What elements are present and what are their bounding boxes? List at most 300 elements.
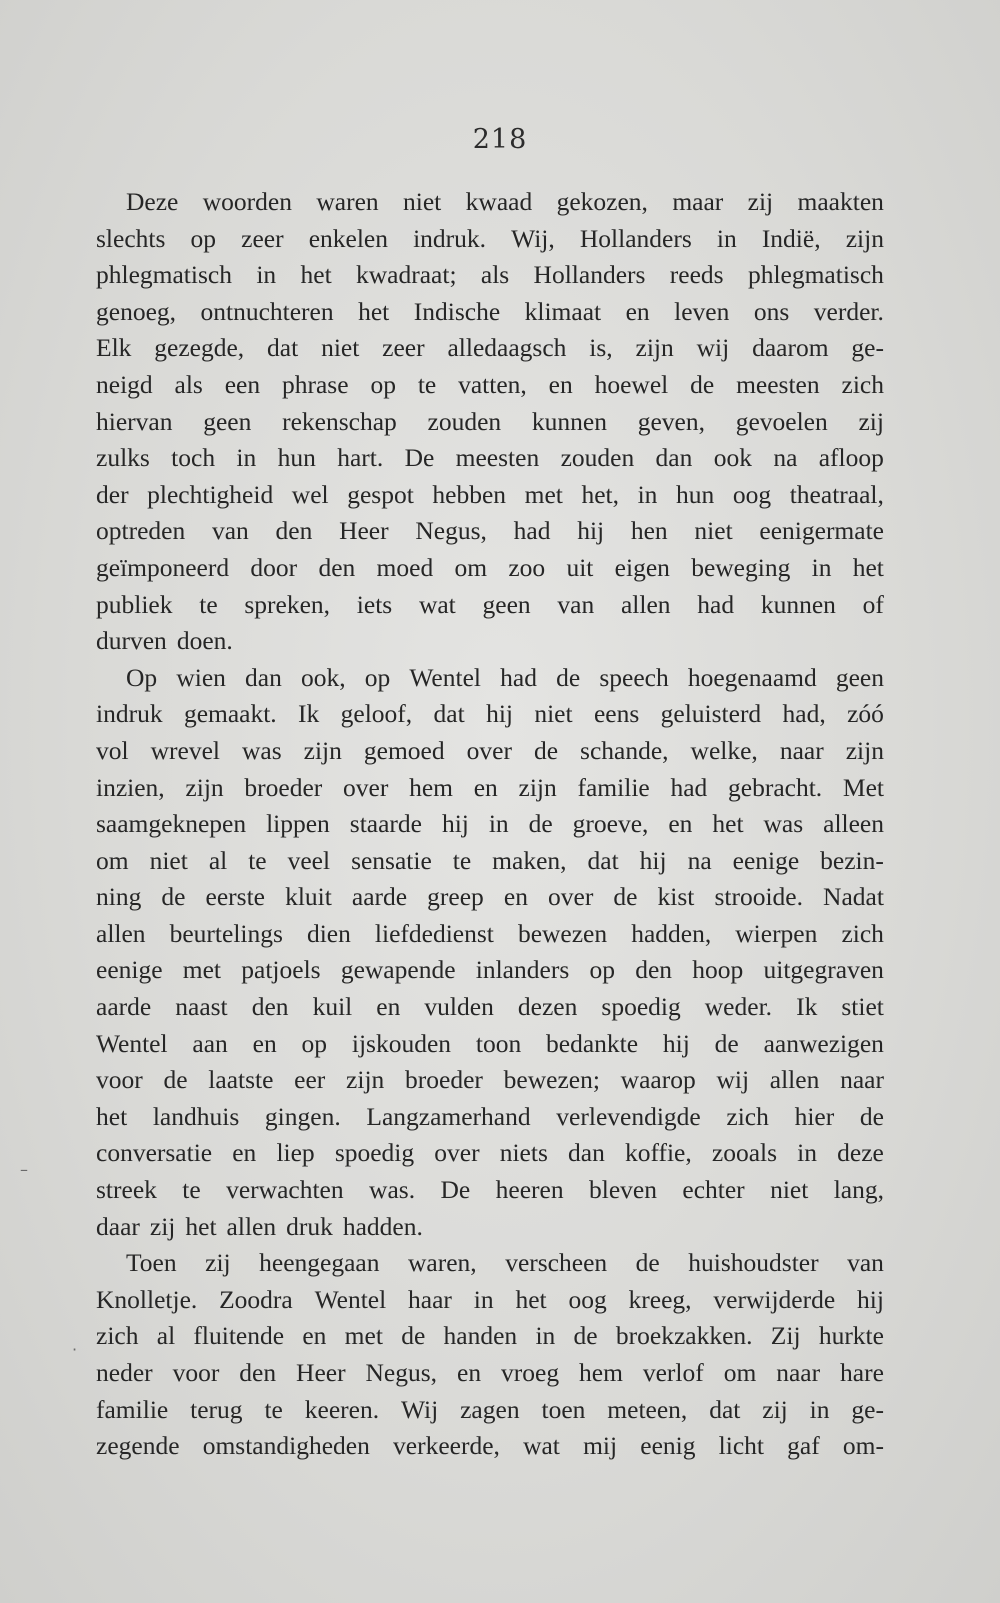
- word: doen.: [176, 626, 233, 656]
- text-line: [96, 989, 884, 1026]
- word: kunnen: [531, 406, 607, 436]
- word: kwaad: [465, 187, 533, 216]
- word: gespot: [347, 479, 414, 509]
- word: gebracht.: [728, 772, 823, 802]
- word: strooide.: [714, 882, 803, 912]
- word: gewapende: [340, 955, 456, 985]
- word: toen: [541, 1394, 586, 1424]
- text-line: [96, 477, 884, 514]
- word: hij: [857, 1284, 884, 1314]
- word: hij: [577, 516, 605, 546]
- word: in: [256, 260, 277, 290]
- word: zijn: [185, 772, 224, 802]
- word: conversatie: [96, 1138, 213, 1168]
- text-line: [96, 1428, 884, 1465]
- word: om-: [842, 1431, 884, 1461]
- word: vroeg: [501, 1358, 560, 1387]
- word: theatraal,: [789, 479, 884, 509]
- word: fluitende: [193, 1321, 285, 1351]
- word: dan: [655, 443, 693, 473]
- word: niet: [694, 516, 733, 546]
- text-line: [96, 733, 884, 770]
- word: verscheen: [505, 1248, 608, 1278]
- word: zijn: [303, 735, 342, 765]
- word: verwachten: [226, 1175, 344, 1205]
- word: daar: [96, 1211, 140, 1241]
- body-text: [96, 184, 884, 1465]
- word: zijn: [346, 1065, 385, 1095]
- word: terug: [190, 1394, 243, 1424]
- word: de: [528, 809, 553, 839]
- word: over: [343, 772, 389, 802]
- word: niet: [149, 845, 188, 875]
- text-line: [96, 513, 884, 550]
- word: Ik: [796, 992, 818, 1022]
- word: Negus,: [365, 1358, 438, 1387]
- word: neigd: [96, 369, 153, 399]
- word: slechts: [96, 223, 166, 253]
- word: uit: [566, 552, 594, 582]
- word: schande,: [580, 735, 669, 765]
- word: Toen: [126, 1248, 177, 1278]
- word: lang,: [833, 1175, 884, 1205]
- text-line: [96, 623, 884, 660]
- word: ontnuchteren: [200, 296, 334, 326]
- word: inzien,: [96, 772, 165, 802]
- word: als: [174, 369, 203, 399]
- word: klimaat: [524, 296, 602, 326]
- word: gekozen,: [556, 187, 648, 216]
- word: zeer: [382, 333, 425, 363]
- word: het: [185, 1211, 217, 1241]
- word: over: [466, 735, 512, 765]
- word: en: [668, 809, 693, 839]
- word: ook,: [301, 662, 346, 692]
- word: wij: [716, 1065, 750, 1095]
- word: het: [300, 260, 332, 290]
- word: allen: [769, 1065, 820, 1095]
- word: De: [404, 443, 435, 473]
- word: vol: [96, 735, 129, 765]
- text-line: [96, 806, 884, 843]
- word: is,: [589, 333, 613, 363]
- word: te: [182, 1175, 201, 1205]
- word: zagen: [460, 1394, 520, 1424]
- word: verder.: [813, 296, 884, 326]
- word: de: [161, 882, 186, 912]
- word: zij: [149, 1211, 176, 1241]
- word: liefdedienst: [374, 918, 494, 948]
- word: Wentel: [314, 1284, 387, 1314]
- word: zij: [205, 1248, 231, 1278]
- word: hij: [639, 845, 667, 875]
- text-line: [96, 660, 884, 697]
- word: rekenschap: [282, 406, 397, 436]
- word: Deze: [126, 187, 179, 216]
- word: toon: [475, 1028, 522, 1058]
- word: Elk: [96, 333, 132, 363]
- word: niet: [321, 333, 360, 363]
- text-line: [96, 843, 884, 880]
- word: wrevel: [150, 735, 220, 765]
- word: ning: [96, 882, 142, 912]
- word: te: [248, 845, 267, 875]
- word: afloop: [818, 443, 884, 473]
- word: alledaagsch: [447, 333, 567, 363]
- word: allen: [620, 589, 671, 619]
- word: phlegmatisch: [96, 260, 232, 290]
- word: zijn: [635, 333, 674, 363]
- word: hadden.: [342, 1211, 423, 1241]
- word: mij: [583, 1431, 618, 1461]
- word: greep: [427, 882, 484, 912]
- word: in: [637, 479, 658, 509]
- word: het,: [581, 479, 619, 509]
- word: Wij: [400, 1394, 439, 1424]
- word: kluit: [285, 882, 332, 912]
- word: in: [236, 443, 257, 473]
- text-line: [96, 696, 884, 733]
- word: veel: [287, 845, 331, 875]
- word: over: [434, 1138, 480, 1168]
- word: in: [535, 1321, 556, 1351]
- word: kunnen: [760, 589, 836, 619]
- word: aarde: [96, 992, 152, 1022]
- word: gemoed: [363, 735, 445, 765]
- word: maar: [672, 187, 724, 216]
- word: aan: [192, 1028, 228, 1058]
- word: eens: [593, 699, 640, 729]
- word: landhuis: [152, 1101, 240, 1131]
- word: heeren: [495, 1175, 564, 1205]
- word: Hollanders: [533, 260, 646, 290]
- word: voor: [96, 1065, 143, 1095]
- word: wierpen: [735, 918, 818, 948]
- word: om: [96, 845, 129, 875]
- word: wat: [523, 1431, 560, 1461]
- word: publiek: [96, 589, 173, 619]
- word: daarom: [752, 333, 829, 363]
- word: zij: [747, 187, 774, 216]
- text-line: [96, 367, 884, 404]
- text-line: [96, 294, 884, 331]
- word: in: [809, 1394, 830, 1424]
- word: waren,: [408, 1248, 477, 1278]
- word: van: [211, 516, 249, 546]
- word: niet: [534, 699, 573, 729]
- word: met: [344, 1321, 383, 1351]
- word: leven: [674, 296, 730, 326]
- word: geen: [203, 406, 252, 436]
- word: had: [500, 662, 537, 692]
- word: zich: [841, 918, 884, 948]
- text-line: [96, 1135, 884, 1172]
- word: bewezen;: [503, 1065, 600, 1095]
- word: was.: [369, 1175, 416, 1205]
- word: hare: [840, 1358, 884, 1387]
- word: wien: [176, 662, 226, 692]
- word: en: [548, 369, 573, 399]
- word: om: [454, 552, 488, 582]
- text-line: [96, 221, 884, 258]
- word: hoewel: [594, 369, 669, 399]
- margin-dot-mark: ·: [72, 1340, 78, 1359]
- word: Negus,: [415, 516, 487, 546]
- word: vulden: [424, 992, 494, 1022]
- word: de: [613, 882, 638, 912]
- word: hoop: [692, 955, 744, 985]
- word: den: [251, 992, 289, 1022]
- word: zich: [96, 1321, 139, 1351]
- word: heengegaan: [259, 1248, 380, 1278]
- text-line: [96, 1282, 884, 1319]
- text-line: [96, 1318, 884, 1355]
- word: had: [697, 589, 735, 619]
- text-line: [96, 330, 884, 367]
- word: hen: [630, 516, 668, 546]
- word: aarde: [351, 882, 408, 912]
- word: geen: [482, 589, 531, 619]
- word: zeer: [241, 223, 284, 253]
- word: geïmponeerd: [96, 552, 230, 582]
- word: huishoudster: [688, 1248, 819, 1278]
- word: en: [252, 1028, 277, 1058]
- word: patjoels: [241, 955, 321, 985]
- word: gemaakt.: [183, 699, 277, 729]
- word: naar: [840, 1065, 884, 1095]
- word: plechtigheid: [147, 479, 274, 509]
- word: hem: [409, 772, 453, 802]
- word: in: [716, 223, 737, 253]
- word: was: [241, 735, 282, 765]
- word: de: [714, 1028, 739, 1058]
- word: of: [862, 589, 884, 619]
- word: allen: [226, 1211, 277, 1241]
- word: wij: [696, 333, 730, 363]
- word: Zoodra: [219, 1284, 293, 1314]
- word: zijn: [518, 772, 557, 802]
- word: hun: [277, 443, 316, 473]
- word: Heer: [339, 516, 389, 546]
- word: ons: [753, 296, 790, 326]
- word: dat: [587, 845, 619, 875]
- word: had,: [782, 699, 826, 729]
- word: waren: [316, 187, 379, 216]
- word: broeder: [405, 1065, 483, 1095]
- word: hij: [486, 699, 513, 729]
- text-line: [96, 1062, 884, 1099]
- word: broeder: [244, 772, 323, 802]
- word: broekzakken.: [615, 1321, 753, 1351]
- word: de: [556, 662, 581, 692]
- word: reeds: [669, 260, 724, 290]
- word: den: [318, 552, 356, 582]
- word: spoedig: [601, 992, 681, 1022]
- word: zij: [858, 406, 884, 436]
- word: dan: [245, 662, 282, 692]
- word: niet: [770, 1175, 809, 1205]
- word: eenigermate: [759, 516, 884, 546]
- word: Met: [842, 772, 884, 802]
- word: zijn: [845, 223, 884, 253]
- word: met: [524, 479, 563, 509]
- word: verkeerde,: [393, 1431, 500, 1461]
- word: Hollanders: [579, 223, 692, 253]
- word: en: [376, 992, 401, 1022]
- word: beweging: [691, 552, 791, 582]
- word: het: [515, 1284, 547, 1314]
- word: moed: [376, 552, 434, 582]
- word: de: [690, 369, 715, 399]
- text-line: [96, 184, 884, 221]
- word: Indië,: [761, 223, 821, 253]
- word: dan: [568, 1138, 605, 1168]
- word: hart.: [337, 443, 384, 473]
- word: welke,: [690, 735, 758, 765]
- word: als: [480, 260, 510, 290]
- word: en: [457, 1358, 482, 1387]
- text-line: [96, 916, 884, 953]
- word: in: [797, 1138, 818, 1168]
- word: zouden: [560, 443, 635, 473]
- text-line: [96, 404, 884, 441]
- word: der: [96, 479, 129, 509]
- word: den: [275, 516, 313, 546]
- word: familie: [577, 772, 650, 802]
- word: bedankte: [546, 1028, 639, 1058]
- word: sensatie: [351, 845, 432, 875]
- word: durven: [96, 626, 167, 656]
- word: den: [635, 955, 673, 985]
- word: bewezen: [517, 918, 608, 948]
- word: geluisterd: [660, 699, 762, 729]
- text-line: [96, 1026, 884, 1063]
- word: zoo: [508, 552, 546, 582]
- word: met: [182, 955, 222, 985]
- word: dien: [306, 918, 351, 948]
- word: het: [852, 552, 884, 582]
- word: de: [573, 1321, 598, 1351]
- word: aanwezigen: [763, 1028, 884, 1058]
- word: zóó: [847, 699, 884, 729]
- word: kreeg,: [628, 1284, 692, 1314]
- word: in: [811, 552, 832, 582]
- word: zouden: [427, 406, 502, 436]
- word: hadden,: [631, 918, 712, 948]
- word: van: [557, 589, 595, 619]
- word: vatten,: [458, 369, 527, 399]
- word: dat: [709, 1394, 741, 1424]
- word: na: [773, 443, 798, 473]
- word: deze: [837, 1138, 884, 1168]
- word: te: [452, 845, 472, 875]
- word: het: [358, 296, 390, 326]
- word: Wentel: [96, 1028, 168, 1058]
- word: gingen.: [264, 1101, 341, 1131]
- word: naast: [175, 992, 228, 1022]
- word: hebben: [432, 479, 507, 509]
- text-line: [96, 770, 884, 807]
- word: na: [687, 845, 712, 875]
- word: iets: [356, 589, 393, 619]
- word: uitgegraven: [763, 955, 884, 985]
- word: de: [859, 1101, 884, 1131]
- word: hiervan: [96, 406, 173, 436]
- word: te: [199, 589, 218, 619]
- text-line: [96, 1392, 884, 1429]
- word: verlevendigde: [556, 1101, 701, 1131]
- word: alleen: [823, 809, 884, 839]
- word: eenig: [640, 1431, 696, 1461]
- word: kuil: [312, 992, 353, 1022]
- word: hem: [579, 1358, 623, 1387]
- word: De: [440, 1175, 471, 1205]
- word: al: [208, 845, 228, 875]
- word: op: [370, 369, 396, 399]
- word: echter: [682, 1175, 745, 1205]
- word: Ik: [298, 699, 320, 729]
- text-line: [96, 1172, 884, 1209]
- text-line: [96, 550, 884, 587]
- word: Heer: [296, 1358, 346, 1387]
- word: verlof: [642, 1358, 704, 1387]
- word: geloof,: [340, 699, 413, 729]
- word: in: [488, 809, 509, 839]
- word: groeve,: [572, 809, 649, 839]
- word: waarop: [620, 1065, 696, 1095]
- word: hij: [441, 809, 469, 839]
- word: al: [156, 1321, 176, 1351]
- margin-dash-mark: –: [20, 1160, 28, 1179]
- word: oog: [732, 479, 772, 509]
- text-line: [96, 952, 884, 989]
- word: meteen,: [607, 1394, 688, 1424]
- text-line: [96, 1209, 884, 1246]
- word: had: [670, 772, 708, 802]
- word: Op: [126, 662, 158, 692]
- word: zij: [762, 1394, 788, 1424]
- word: eenige: [96, 955, 163, 985]
- word: Nadat: [823, 882, 884, 912]
- word: phrase: [282, 369, 349, 399]
- word: en: [473, 772, 498, 802]
- word: ge-: [851, 333, 884, 363]
- word: hij: [662, 1028, 690, 1058]
- word: had: [513, 516, 551, 546]
- word: bezin-: [820, 845, 884, 875]
- word: koffie,: [624, 1138, 692, 1168]
- word: keeren.: [304, 1394, 380, 1424]
- word: zijn: [845, 735, 884, 765]
- word: bleven: [588, 1175, 657, 1205]
- word: maken,: [492, 845, 567, 875]
- word: hier: [794, 1101, 835, 1131]
- word: dat: [433, 699, 465, 729]
- word: spoedig: [334, 1138, 415, 1168]
- word: ge-: [851, 1394, 884, 1424]
- text-line: [96, 879, 884, 916]
- word: eer: [294, 1065, 326, 1095]
- text-line: [96, 1355, 884, 1392]
- word: beurtelings: [169, 918, 283, 948]
- word: saamgeknepen: [96, 809, 247, 839]
- word: enkelen: [308, 223, 388, 253]
- word: de: [163, 1065, 188, 1095]
- word: voor: [172, 1358, 220, 1387]
- text-line: [96, 1245, 884, 1282]
- word: liep: [276, 1138, 315, 1168]
- word: om: [723, 1358, 757, 1387]
